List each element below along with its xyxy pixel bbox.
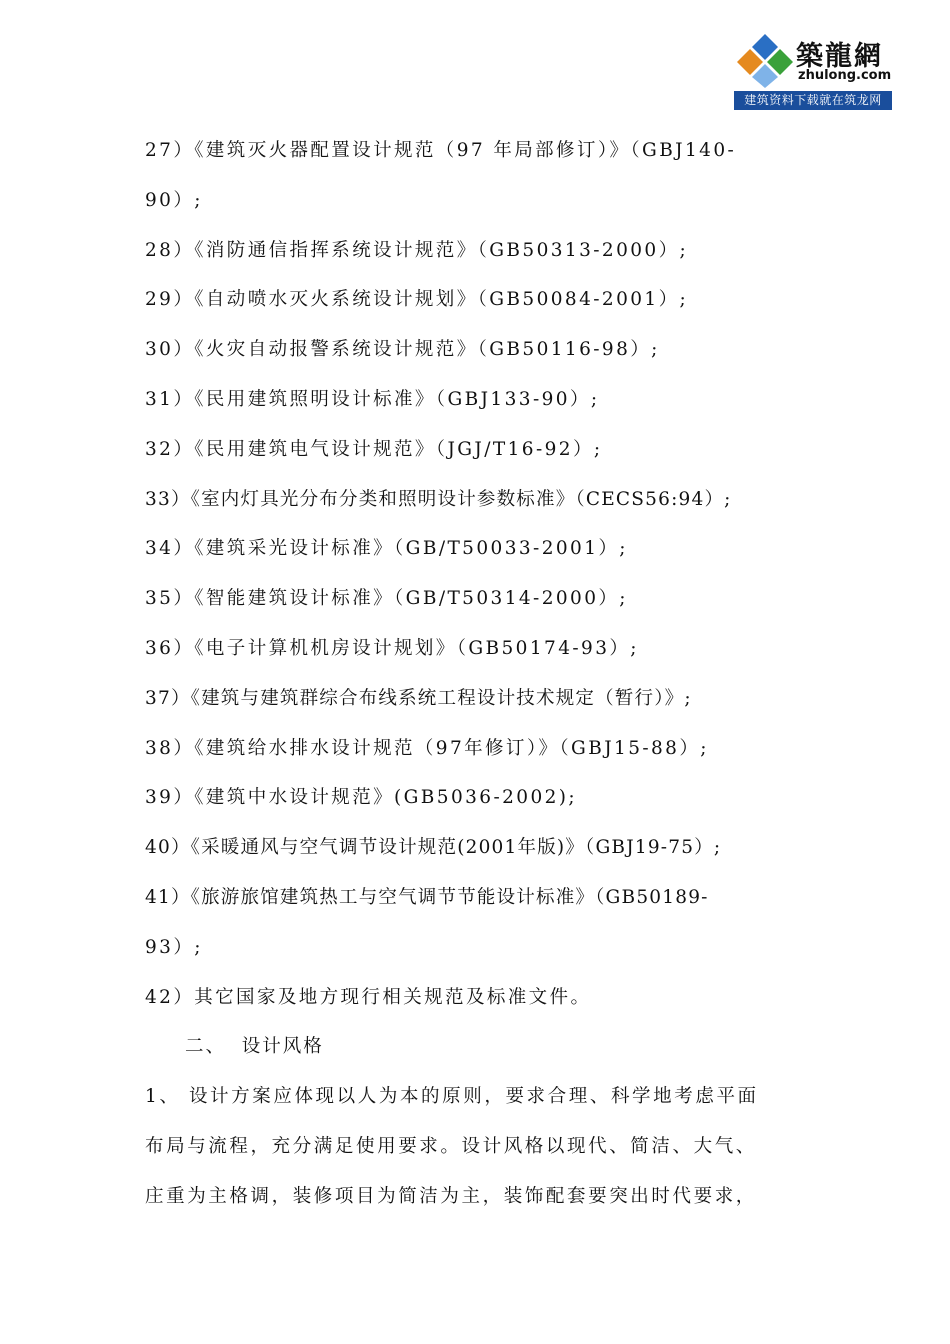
list-item: 30）《火灾自动报警系统设计规范》（GB50116-98）; (145, 339, 660, 361)
list-item: 27）《建筑灭火器配置设计规范（97 年局部修订）》（GBJ140- (145, 140, 737, 161)
section-heading: 二、 设计风格 (185, 1036, 324, 1058)
list-item: 34）《建筑采光设计标准》（GB/T50033-2001）; (145, 538, 628, 560)
list-item: 40）《采暖通风与空气调节设计规范(2001年版)》（GBJ19-75）; (145, 837, 722, 859)
paragraph-line: 庄重为主格调，装修项目为简洁为主，装饰配套要突出时代要求， (145, 1185, 757, 1207)
list-item: 38）《建筑给水排水设计规范（97年修订）》（GBJ15-88）; (145, 737, 709, 759)
paragraph-line: 布局与流程，充分满足使用要求。设计风格以现代、简洁、大气、 (145, 1135, 757, 1157)
list-item: 32）《民用建筑电气设计规范》（JGJ/T16-92）; (145, 438, 603, 460)
list-item: 42）其它国家及地方现行相关规范及标准文件。 (145, 986, 592, 1008)
logo-brand-text: 築龍網 (796, 41, 883, 72)
list-item: 37）《建筑与建筑群综合布线系统工程设计技术规定（暂行）》; (145, 687, 692, 709)
paragraph-line: 1、 设计方案应体现以人为本的原则，要求合理、科学地考虑平面 (145, 1086, 759, 1108)
document-body (145, 131, 815, 1227)
list-item: 41）《旅游旅馆建筑热工与空气调节节能设计标准》（GB50189- (145, 886, 709, 908)
list-item: 39）《建筑中水设计规范》(GB5036-2002); (145, 787, 578, 809)
logo-header (734, 30, 892, 90)
logo-tagline: 建筑资料下载就在筑龙网 (734, 91, 892, 110)
logo-url-text: zhulong.com (798, 68, 892, 83)
list-item: 90）; (145, 189, 203, 211)
list-item: 31）《民用建筑照明设计标准》（GBJ133-90）; (145, 388, 600, 410)
list-item: 35）《智能建筑设计标准》（GB/T50314-2000）; (145, 588, 628, 610)
zhulong-logo (734, 30, 892, 110)
list-item: 33）《室内灯具光分布分类和照明设计参数标准》（CECS56:94）; (145, 488, 732, 510)
list-item: 29）《自动喷水灭火系统设计规划》（GB50084-2001）; (145, 289, 689, 311)
diamond-logo-icon (736, 32, 794, 88)
list-item: 93）; (145, 936, 203, 958)
list-item: 36）《电子计算机机房设计规划》（GB50174-93）; (145, 637, 639, 659)
list-item: 28）《消防通信指挥系统设计规范》（GB50313-2000）; (145, 239, 689, 261)
